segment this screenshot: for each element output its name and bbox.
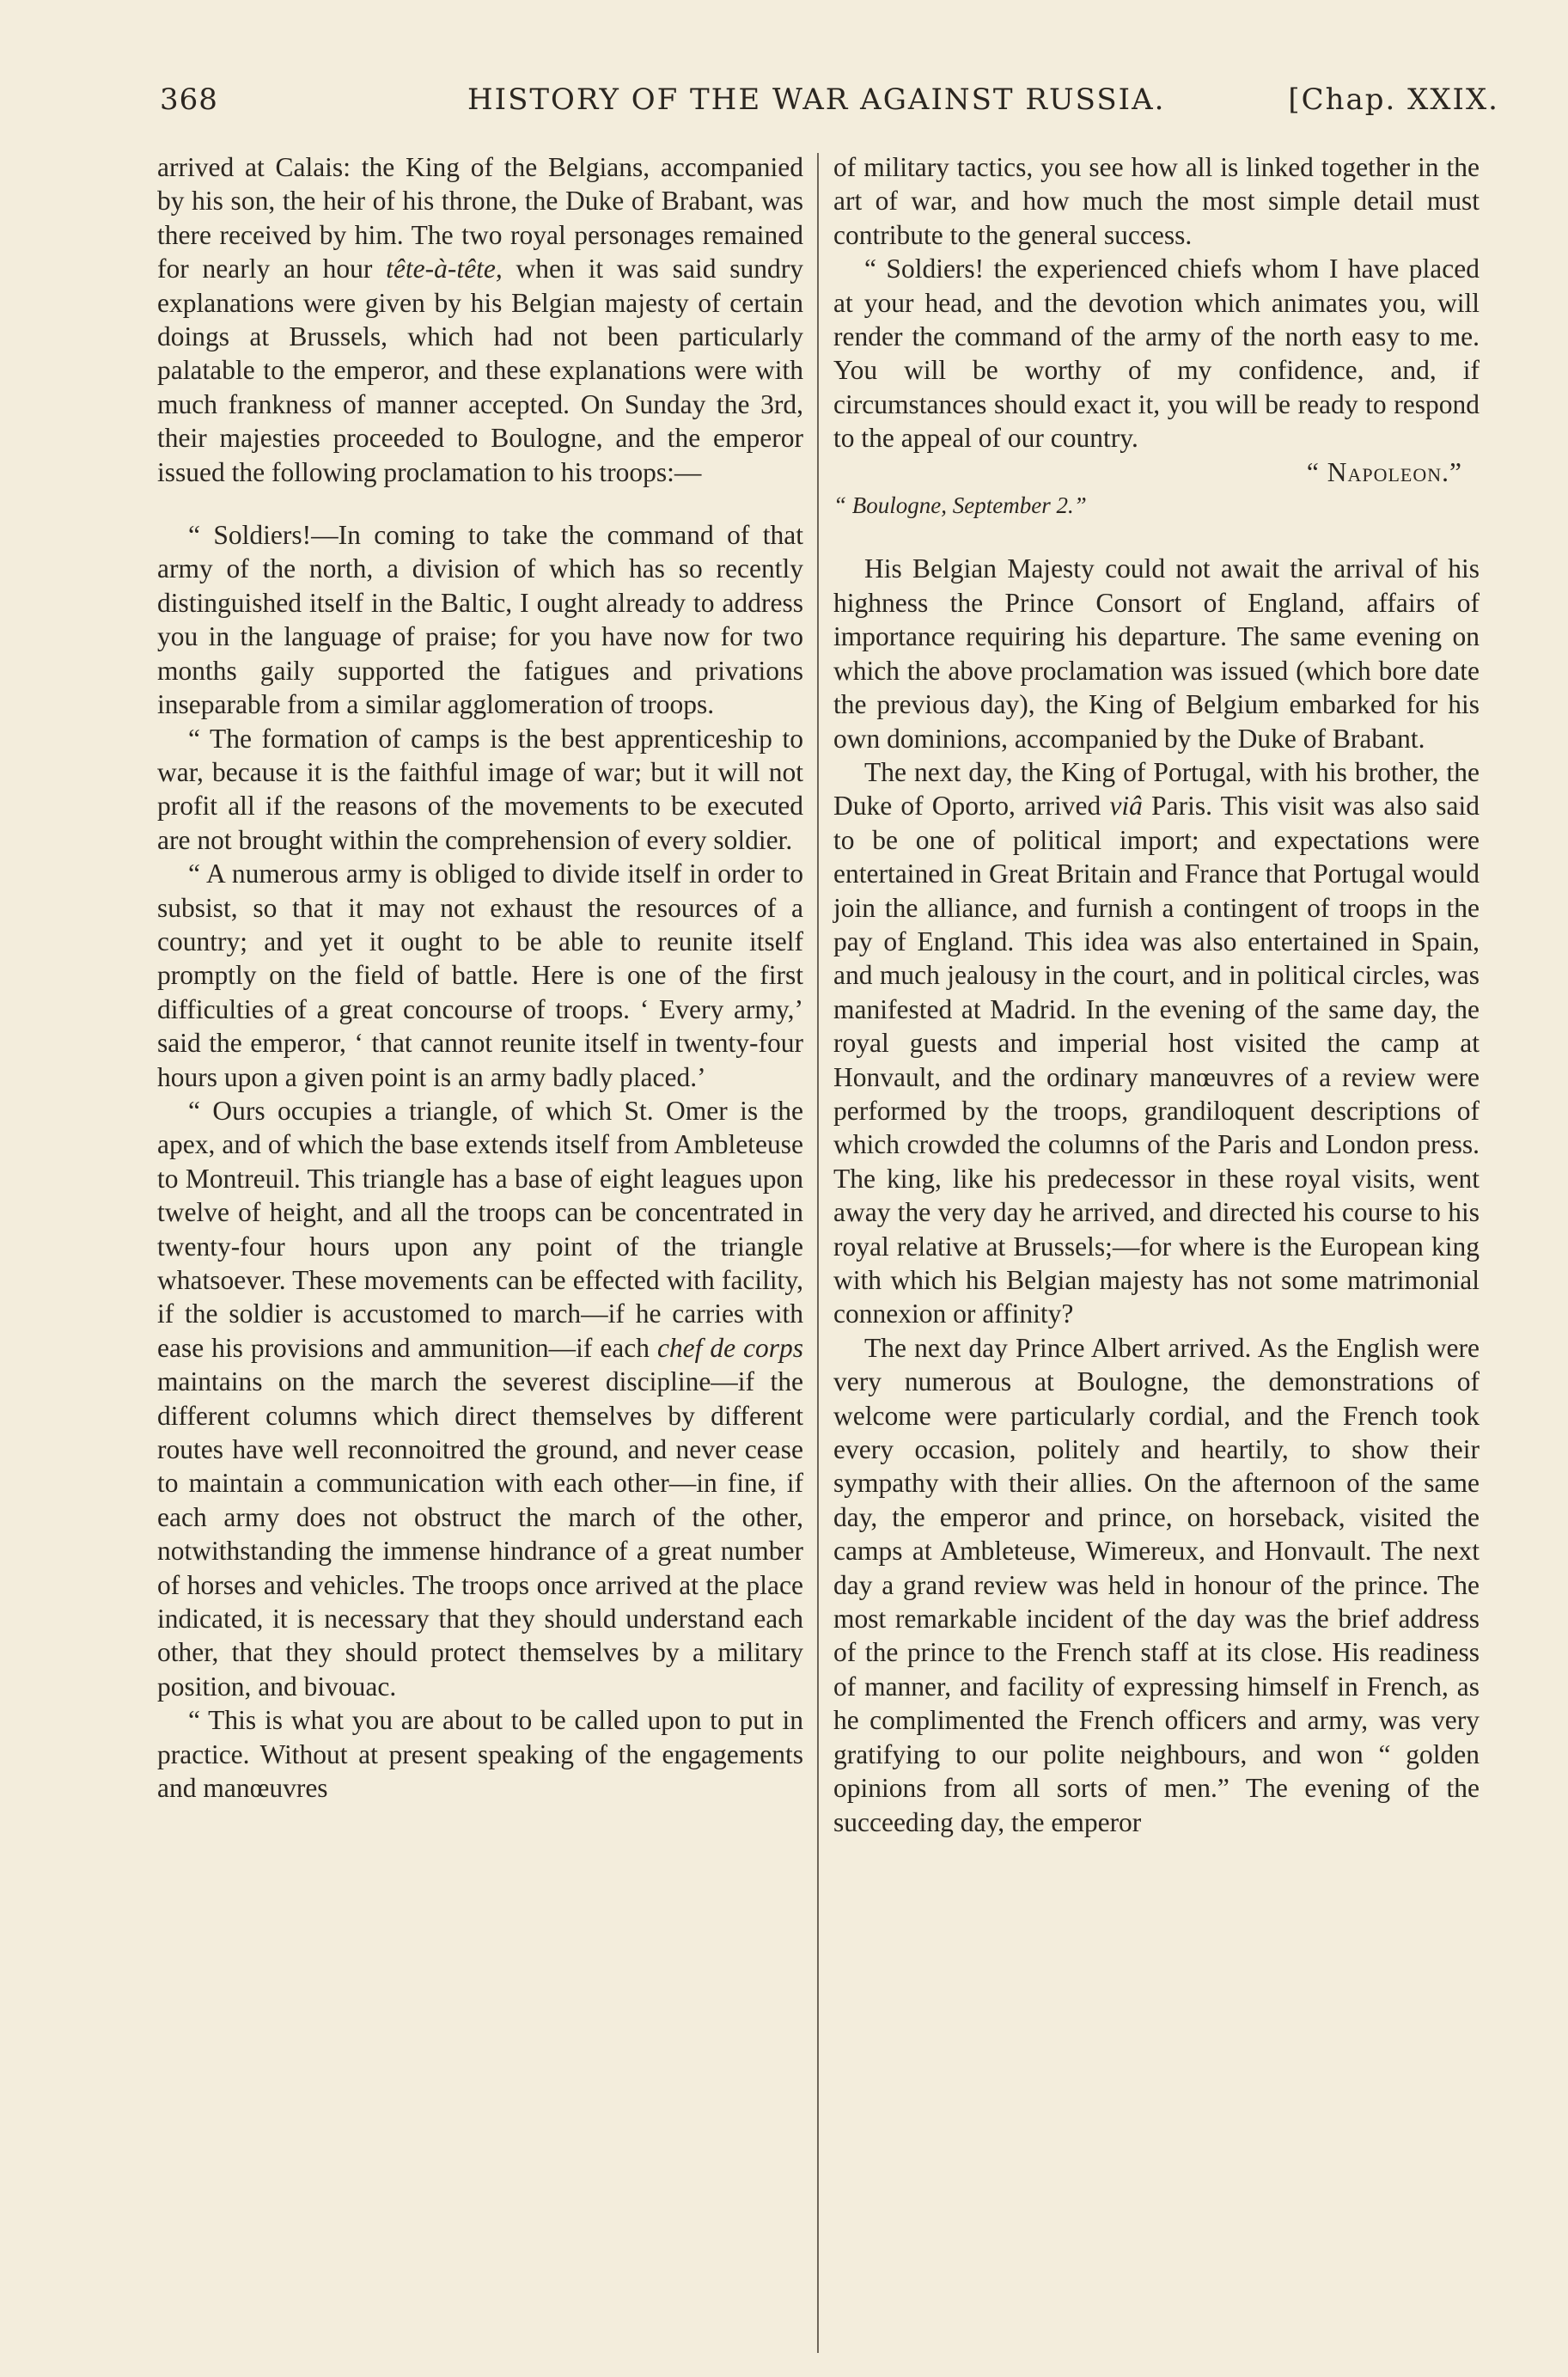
- paragraph: His Belgian Majesty could not await the arrival of his highness the Prince Consort of England, affairs of importance requiring his departure. The same evening on which the above proclamation was issued (which bore date the previous day), the King of Belgium embarked for his own dominions, accompanied by the Duke of Brabant.: [833, 553, 1480, 754]
- running-title: HISTORY OF THE WAR AGAINST RUSSIA.: [467, 82, 1166, 117]
- right-column: [833, 150, 1480, 1839]
- proclamation-paragraph: “ Soldiers!—In coming to take the command of that army of the north, a division of which has so recently distinguished itself in the Baltic, I ought already to address you in the language of praise; for you have now for two months gaily supported the fatigues and privations inseparable from a similar agglomeration of troops.: [157, 520, 803, 720]
- italic-text: viâ: [1109, 791, 1143, 822]
- proclamation-paragraph: of military tactics, you see how all is linked together in the art of war, and how much the most simple detail must contribute to the general success.: [833, 152, 1480, 250]
- paragraph: [157, 150, 803, 489]
- text-run: when it was said sundry explanations were given by his Belgian majesty of certain doings at Brussels, which had not been particularly palatable to the emperor, and these explanations were with much frankness of manner accepted. On Sunday the 3rd, their majesties proceeded to Boulogne, and the emperor issued the following proclamation to his troops:—: [157, 254, 804, 487]
- text-run: Paris. This visit was also said to be one of political import; and expectations were entertained in Great Britain and France that Portugal would join the alliance, and furnish a contingent of troops in the pay of England. This idea was also entertained in Spain, and much jealousy in the court, and in political circles, was manifested at Madrid. In the evening of the same day, the royal guests and imperial host visited the camp at Honvault, and the ordinary manœuvres of a review were performed by the troops, grandiloquent descriptions of which crowded the columns of the Paris and London press. The king, like his predecessor in these royal visits, went away the very day he arrived, and directed his course to his royal relative at Brussels;—for where is the European king with which his Belgian majesty has not some matrimonial connexion or affinity?: [833, 791, 1480, 1329]
- chapter-label: [Chap. XXIX.: [1288, 82, 1499, 117]
- proclamation-paragraph: “ Soldiers! the experienced chiefs whom I have placed at your head, and the devotion which animates you, will render the command of the army of the north easy to me. You will be worthy of my confidence, and, if circumstances should exact it, you will be ready to respond to the appeal of our country.: [833, 254, 1480, 454]
- column-divider: [817, 153, 819, 2353]
- running-head: [160, 82, 1499, 131]
- proclamation-paragraph: [157, 1094, 803, 1703]
- text-run: The next day, the King of Portugal, with his brother, the Duke of Oporto, arrived: [833, 756, 1480, 822]
- page-number: 368: [160, 82, 218, 117]
- text-run: arrived at Calais: the King of the Belgians, accompanied by his son, the heir of his throne, the Duke of Brabant, was there received by him. The two royal personages remained for nearly an hour: [157, 152, 803, 284]
- dateline: “ Boulogne, September 2.”: [833, 492, 1087, 519]
- proclamation-paragraph: “ A numerous army is obliged to divide itself in order to subsist, so that it may not exhaust the resources of a country; and yet it ought to be able to reunite itself promptly on the field of battle. Here is one of the first difficulties of a great concourse of troops. ‘ Every army,’ said the emperor, ‘ that cannot reunite itself in twenty-four hours upon a given point is an army badly placed.’: [157, 859, 803, 1092]
- paragraph: The next day Prince Albert arrived. As the English were very numerous at Boulogne, the demonstrations of welcome were particularly cordial, and the French took every occasion, politely and heartily, to show their sympathy with their allies. On the afternoon of the same day, the emperor and prince, on horseback, visited the camps at Ambleteuse, Wimereux, and Honvault. The next day a grand review was held in honour of the prince. The most remarkable incident of the day was the brief address of the prince to the French staff at its close. His readiness of manner, and facility of expressing himself in French, as he complimented the French officers and army, was very gratifying to our polite neighbours, and won “ golden opinions from all sorts of men.” The evening of the succeeding day, the emperor: [833, 1332, 1480, 1837]
- signature: “ Napoleon.”: [1306, 456, 1462, 487]
- left-column: [157, 150, 803, 1806]
- paragraph: [833, 755, 1480, 1331]
- text-run: maintains on the march the severest discipline—if the different columns which direct themselves by different routes have well reconnoitred the ground, and never cease to maintain a communication with each other—in fine, if each army does not obstruct the march of the other, notwithstanding the immense hindrance of a great number of horses and vehicles. The troops once arrived at the place indicated, it is necessary that they should understand each other, that they should protect themselves by a military position, and bivouac.: [157, 1366, 803, 1702]
- proclamation-paragraph: “ This is what you are about to be called upon to put in practice. Without at present speaking of the engagements and manœuvres: [157, 1705, 803, 1804]
- proclamation-paragraph: “ The formation of camps is the best apprenticeship to war, because it is the faithful image of war; but it will not profit all if the reasons of the movements to be executed are not brought within the comprehension of every soldier.: [157, 723, 803, 855]
- text-run: “ Ours occupies a triangle, of which St. Omer is the apex, and of which the base extends itself from Ambleteuse to Montreuil. This triangle has a base of eight leagues upon twelve of height, and all the troops can be concentrated in twenty-four hours upon any point of the triangle whatsoever. These movements can be effected with facility, if the soldier is accustomed to march—if he carries with ease his provisions and ammunition—if each: [157, 1095, 803, 1363]
- italic-text: tête-à-tête,: [386, 254, 503, 284]
- italic-text: chef de corps: [656, 1332, 803, 1363]
